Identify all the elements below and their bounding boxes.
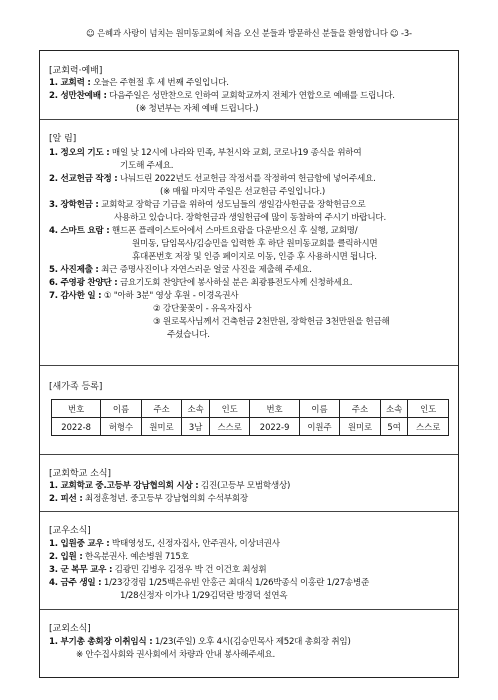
table-cell: 2022-8 (52, 418, 101, 436)
notice-item-1 (49, 146, 361, 158)
item-label: 7. 감사한 일 : (49, 291, 102, 301)
item-text: 매일 낮 12시에 나라와 민족, 부천시와 교회, 코로나19 종식을 위하여 (111, 148, 362, 158)
school-item-1 (49, 479, 290, 491)
item-text: 나눠드린 2022년도 선교헌금 작정서를 작정하여 헌금함에 넣어주세요. (119, 174, 376, 184)
item-label: 3. 장학헌금 : (49, 200, 99, 210)
worship-title: [교회력·예배] (49, 66, 103, 76)
item-text: 1/23(주일) 오후 4시(김승민목사 제52대 총회장 취임) (154, 637, 351, 647)
member-item-2 (49, 550, 189, 562)
notice-item-3 (49, 198, 366, 210)
item-text: 최정훈청년. 중고등부 강남협의회 수석부회장 (85, 494, 248, 504)
item-label: 1. 정오의 기도 : (49, 148, 110, 158)
item-label: 5. 사진제출 : (49, 265, 99, 275)
divider (40, 365, 458, 366)
item-label: 4. 금주 생일 : (49, 578, 102, 588)
table-header: 소속 (380, 400, 408, 418)
item-text: 박태영성도, 신정자집사, 안주권사, 이상녀권사 (111, 539, 280, 549)
member-item-3 (49, 563, 266, 575)
table-row (52, 418, 449, 436)
page-header: ☺ 은혜과 사랑이 넘치는 원미동교회에 처음 오신 분들과 방문하신 분들을 환영합니다 ☺ -3- (86, 28, 412, 38)
notice-item-6 (49, 276, 352, 288)
table-header: 인도 (408, 400, 449, 418)
table-header: 이름 (299, 400, 340, 418)
table-cell: 5여 (380, 418, 408, 436)
school-title: [교회학교 소식] (49, 469, 112, 479)
notice-item-2 (49, 172, 376, 184)
table-cell: 2022-9 (250, 418, 299, 436)
item-label: 4. 스마트 요람 : (49, 226, 110, 236)
table-header-row (52, 400, 449, 418)
table-cell: 3남 (182, 418, 210, 436)
table-cell: 원미로 (141, 418, 182, 436)
divider (40, 119, 458, 120)
worship-item-1 (49, 76, 229, 88)
notice-item-7 (49, 289, 238, 301)
notice-item-1-cont: 기도해 주세요. (120, 161, 174, 171)
member-item-4-cont: 1/28신정자 이가나 1/29김덕란 방경덕 설연옥 (120, 591, 288, 601)
notice-item-3-cont: 사용하고 있습니다. 장학헌금과 생일헌금에 많이 동참하여 주시기 바랍니다. (114, 213, 386, 223)
item-text: 김광민 김병우 김정우 박 건 이건호 최성휘 (114, 565, 267, 575)
outside-title: [교외소식] (49, 624, 91, 634)
item-label: 2. 입원 : (49, 552, 83, 562)
item-text: 1/23강경림 1/25백은유빈 안홍근 최대식 1/26박종식 이홍란 1/27송병준 (103, 578, 370, 588)
item-text: 오늘은 주현절 후 세 번째 주일입니다. (93, 78, 229, 88)
notice-item-4 (49, 224, 357, 236)
worship-note: (※ 청년부는 자체 예배 드립니다.) (136, 104, 259, 114)
table-cell: 스스로 (209, 418, 250, 436)
divider (40, 454, 458, 455)
table-header: 주소 (340, 400, 381, 418)
registry-title: [새가족 등록] (49, 382, 103, 392)
table-cell: 이원주 (299, 418, 340, 436)
notice-item-2-cont: (※ 매월 마지막 주일은 선교헌금 주일입니다.) (160, 187, 325, 197)
table-header: 이름 (101, 400, 142, 418)
item-label: 2. 피선 : (49, 494, 83, 504)
notice-item-4-cont: 원미동, 담임목사/김승민을 입력한 후 하단 원미동교회를 클릭하시면 (132, 239, 378, 249)
item-text: 김진(고등부 모범학생상) (200, 481, 291, 491)
table-cell: 스스로 (408, 418, 449, 436)
school-item-2 (49, 492, 248, 504)
outside-item-1-cont: ※ 안수집사회와 권사회에서 차량과 안내 봉사해주세요. (76, 650, 275, 660)
table-header: 번호 (52, 400, 101, 418)
item-label: 2. 선교헌금 작정 : (49, 174, 118, 184)
item-label: 3. 군 복무 교우 : (49, 565, 113, 575)
item-text: 교회학교 장학금 기금을 위하여 성도님들의 생일감사헌금을 장학헌금으로 (101, 200, 366, 210)
table-cell: 허형수 (101, 418, 142, 436)
item-label: 1. 부기총 총회장 이취임식 : (49, 637, 153, 647)
item-label: 1. 교회학교 중.고등부 강남협의회 시상 : (49, 481, 199, 491)
item-text: 금요기도회 찬양단에 봉사하실 분은 최광룡전도사께 신청하세요. (119, 278, 353, 288)
divider (40, 511, 458, 512)
member-item-1 (49, 537, 280, 549)
notice-item-5 (49, 263, 312, 275)
table-cell: 원미로 (340, 418, 381, 436)
item-text: 다음주일은 성만찬으로 인하여 교회학교까지 전체가 연합으로 예배를 드립니다. (109, 91, 395, 101)
item-text: 핸드폰 플레이스토어에서 스마트요람을 다운받으신 후 실행, 교회명/ (111, 226, 358, 236)
table-header: 소속 (182, 400, 210, 418)
table-header: 번호 (250, 400, 299, 418)
item-label: 1. 교회력 : (49, 78, 91, 88)
notice-item-7-cont: 주셨습니다. (167, 330, 210, 340)
bulletin-frame (39, 50, 459, 678)
members-title: [교우소식] (49, 526, 91, 536)
item-text: 최근 증명사진이나 자연스러운 얼굴 사진을 제출해 주세요. (101, 265, 312, 275)
notice-item-7-cont: ② 강단꽃꽂이 - 유옥자집사 (153, 304, 252, 314)
item-label: 2. 성만찬예배 : (49, 91, 107, 101)
notice-item-4-cont: 휴대폰번호 저장 및 인증 페이지로 이동, 인증 후 사용하시면 됩니다. (132, 252, 377, 262)
item-text: ① "아하 3분" 영상 후원 - 이경옥권사 (103, 291, 239, 301)
table-header: 인도 (209, 400, 250, 418)
table-header: 주소 (141, 400, 182, 418)
item-text: 한옥분권사. 예손병원 715호 (85, 552, 189, 562)
registry-table (51, 399, 449, 436)
outside-item-1 (49, 635, 351, 647)
worship-item-2 (49, 89, 395, 101)
member-item-4 (49, 576, 369, 588)
item-label: 1. 입원중 교우 : (49, 539, 110, 549)
notices-title: [알 림] (49, 134, 77, 144)
divider (40, 609, 458, 610)
item-label: 6. 주영광 찬양단 : (49, 278, 118, 288)
notice-item-7-cont: ③ 원로목사님께서 건축헌금 2천만원, 장학헌금 3천만원을 헌금해 (153, 317, 390, 327)
